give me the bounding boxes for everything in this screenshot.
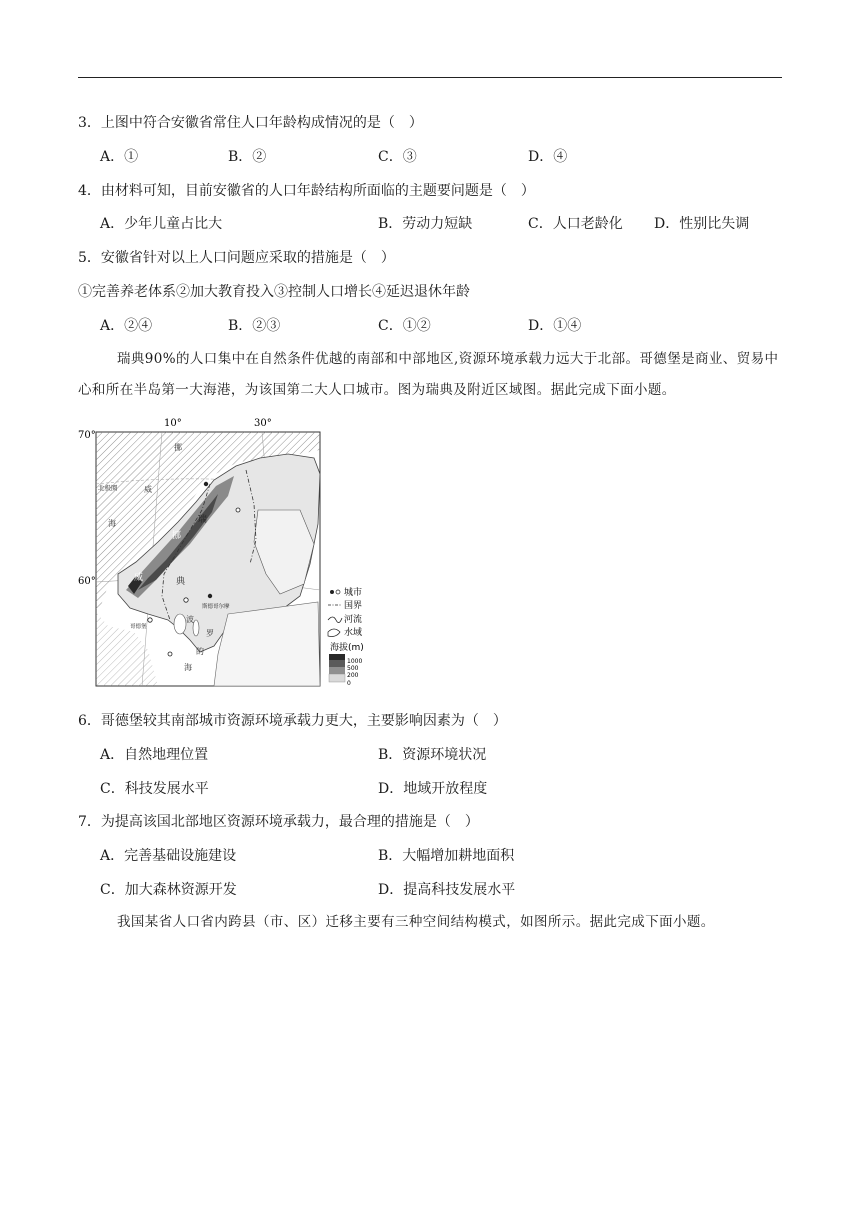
q7-option-a[interactable]: A．完善基础设施建设 <box>100 848 237 864</box>
q6-stem: 6．哥德堡较其南部城市资源环境承载力更大，主要影响因素为（ ） <box>78 713 507 729</box>
legend-elev-swatch <box>329 674 345 682</box>
passage-migration: 我国某省人口省内跨县（市、区）迁移主要有三种空间结构模式，如图所示。据此完成下面小题。 <box>117 914 715 930</box>
legend-city-label: 城市 <box>344 588 363 598</box>
q7-option-d[interactable]: D．提高科技发展水平 <box>378 882 516 898</box>
q6-option-a[interactable]: A．自然地理位置 <box>100 747 209 763</box>
legend-river-label: 河流 <box>344 615 363 625</box>
legend-elev-swatch <box>329 667 345 674</box>
legend-river-icon <box>328 617 342 623</box>
legend-elev-tick: 1000 <box>347 658 363 665</box>
place-label: 挪 <box>172 531 182 541</box>
city-marker <box>204 482 208 486</box>
q7-option-b[interactable]: B．大幅增加耕地面积 <box>378 848 515 864</box>
place-label: 北极圈 <box>98 484 118 492</box>
legend-city-icon <box>336 590 340 594</box>
legend-water-icon <box>328 629 340 637</box>
place-label-stockholm: 斯德哥尔摩 <box>202 604 230 610</box>
place-label: 挪 <box>174 443 182 452</box>
q5-option-c[interactable]: C．①② <box>378 318 431 334</box>
baltic-east-land <box>214 602 320 686</box>
q3-option-a[interactable]: A．① <box>100 149 139 165</box>
place-label: 罗 <box>206 629 214 638</box>
lat-label-60: 60° <box>78 576 96 587</box>
city-marker <box>148 618 152 622</box>
legend-elev-swatch <box>329 660 345 667</box>
place-label: 海 <box>184 663 192 672</box>
q3-option-d[interactable]: D．④ <box>528 149 568 165</box>
place-label-gothenburg: 哥德堡 <box>130 624 147 630</box>
legend-elev-tick: 0 <box>347 680 351 687</box>
legend-city-icon <box>330 590 334 594</box>
city-marker-capital <box>208 594 212 598</box>
q6-option-b[interactable]: B．资源环境状况 <box>378 747 487 763</box>
q5-option-d[interactable]: D．①④ <box>528 318 582 334</box>
legend-border-label: 国界 <box>344 601 363 611</box>
q3-option-b[interactable]: B．② <box>228 149 267 165</box>
q5-measures: ①完善养老体系②加大教育投入③控制人口增长④延迟退休年龄 <box>78 284 470 300</box>
lat-label-70: 70° <box>78 430 96 441</box>
place-label: 瑞 <box>198 515 208 525</box>
city-marker <box>168 652 172 656</box>
q4-option-a[interactable]: A．少年儿童占比大 <box>100 216 223 232</box>
q4-stem: 4．由材料可知，目前安徽省的人口年龄结构所面临的主题要问题是（ ） <box>78 183 535 199</box>
lon-label-10: 10° <box>164 418 182 429</box>
place-label: 威 <box>144 485 152 494</box>
city-marker <box>236 508 240 512</box>
place-label: 典 <box>176 577 186 587</box>
q4-option-b[interactable]: B．劳动力短缺 <box>378 216 473 232</box>
q7-option-c[interactable]: C．加大森林资源开发 <box>100 882 237 898</box>
q5-stem: 5．安徽省针对以上人口问题应采取的措施是（ ） <box>78 250 395 266</box>
sweden-map-figure <box>78 414 368 690</box>
q7-stem: 7．为提高该国北部地区资源环境承载力，最合理的措施是（ ） <box>78 814 479 830</box>
legend-elev-tick: 500 <box>347 665 359 672</box>
city-marker <box>184 598 188 602</box>
sweden-map <box>78 414 368 690</box>
header-rule <box>78 77 782 78</box>
q5-option-b[interactable]: B．②③ <box>228 318 281 334</box>
lon-label-30: 30° <box>254 418 272 429</box>
q3-option-c[interactable]: C．③ <box>378 149 417 165</box>
place-label: 威 <box>134 573 144 583</box>
legend-elevation-title: 海拔(m) <box>330 643 364 653</box>
legend-elev-tick: 200 <box>347 672 359 679</box>
map-legend <box>328 586 364 687</box>
passage-sweden: 瑞典90%的人口集中在自然条件优越的南部和中部地区,资源环境承载力远大于北部。哥德堡是商业、贸易中心和所在半岛第一大海港，为该国第二大人口城市。图为瑞典及附近区域图。据此完成下面小题。 <box>78 351 779 398</box>
q4-option-c[interactable]: C．人口老龄化 <box>528 216 623 232</box>
legend-water-label: 水域 <box>344 628 363 638</box>
lake-vanern <box>174 614 186 634</box>
place-label: 海 <box>108 519 116 528</box>
place-label: 波 <box>186 615 194 624</box>
q6-option-d[interactable]: D．地域开放程度 <box>378 781 488 797</box>
q4-option-d[interactable]: D．性别比失调 <box>654 216 750 232</box>
q6-option-c[interactable]: C．科技发展水平 <box>100 781 209 797</box>
legend-elev-swatch <box>329 654 345 660</box>
q5-option-a[interactable]: A．②④ <box>100 318 153 334</box>
q3-stem: 3．上图中符合安徽省常住人口年龄构成情况的是（ ） <box>78 115 423 131</box>
place-label: 的 <box>196 647 204 656</box>
